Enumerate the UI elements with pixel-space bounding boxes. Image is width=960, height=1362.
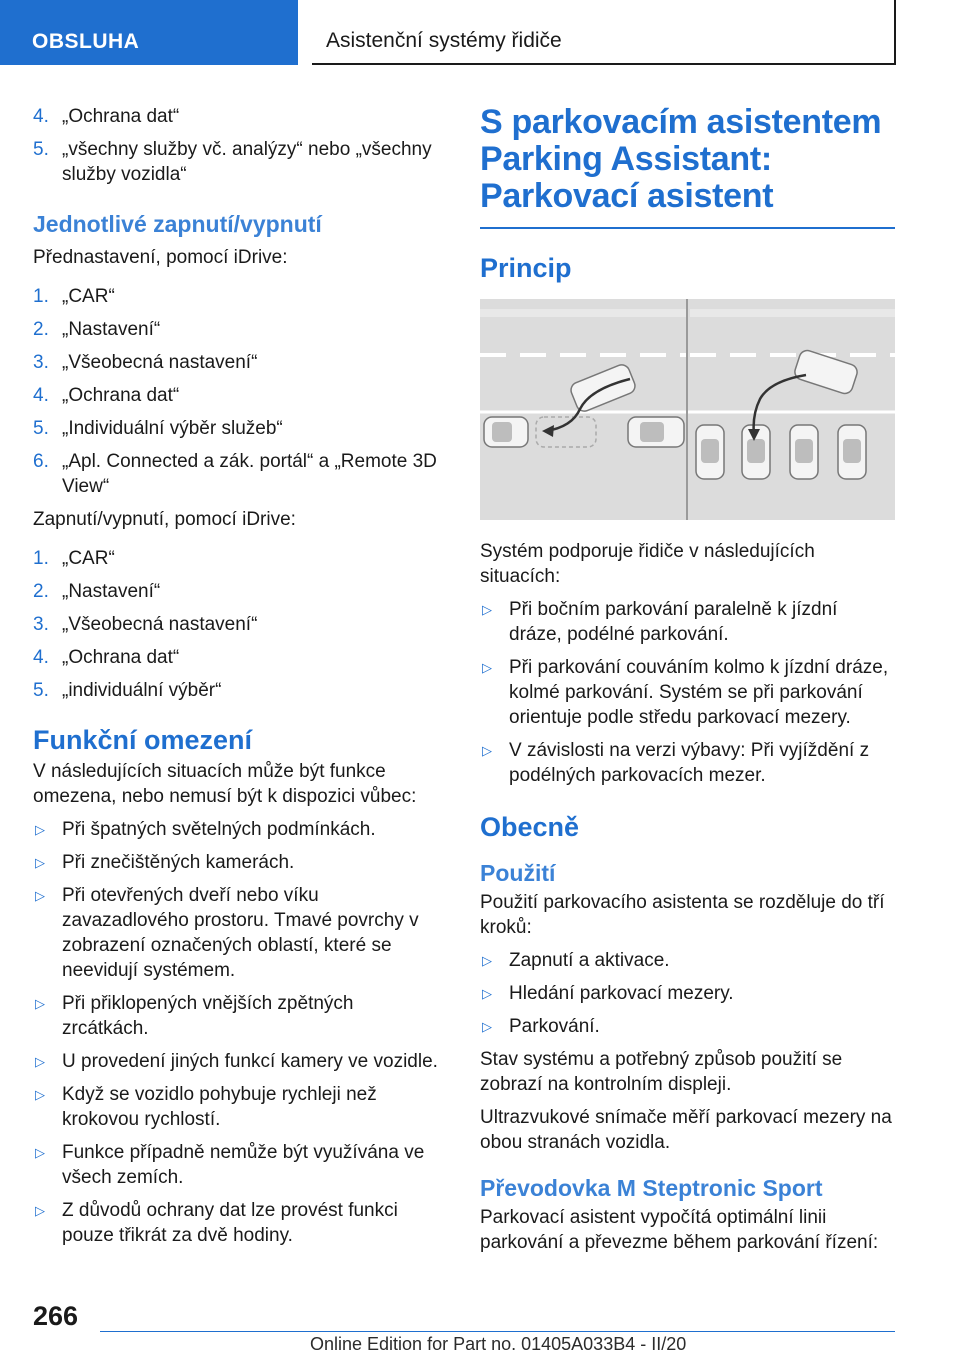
- list-text: „Nastavení“: [62, 581, 161, 602]
- list-item: [33, 350, 445, 375]
- list-text: „Individuální výběr služeb“: [62, 418, 283, 439]
- bullet-item: [33, 1198, 445, 1248]
- triangle-right-outline-icon: ▷: [482, 986, 492, 1001]
- limits-intro: V následujících situacích může být funkce omezena, nebo nemusí být k dispozici vůbec:: [33, 761, 417, 807]
- chapter-title: Asistenční systémy řidiče: [326, 29, 562, 52]
- list-item: [33, 416, 445, 441]
- bullet-text: Při znečištěných kamerách.: [62, 852, 295, 873]
- bullet-item: [33, 1082, 445, 1132]
- gearbox-heading: Převodovka M Steptronic Sport: [480, 1175, 823, 1201]
- bullet-item: [480, 981, 895, 1006]
- bullet-text: Při parkování couváním kolmo k jízdní dráze, kolmé parkování. Systém se při parkování orientuje podle středu parkovací mezery.: [509, 657, 889, 728]
- triangle-right-outline-icon: ▷: [35, 822, 45, 837]
- parked-car-icon: [696, 425, 724, 479]
- triangle-right-outline-icon: ▷: [35, 1203, 45, 1218]
- list-number: 5.: [33, 139, 49, 160]
- list-text: „Ochrana dat“: [62, 647, 180, 668]
- bullet-text: Při otevřených dveří nebo víku zavazadlového prostoru. Tmavé povrchy v zobrazení označených oblastí, které se neevidují systémem.: [62, 885, 419, 981]
- list-text: „Všeobecná nastavení“: [62, 614, 258, 635]
- list-item: [33, 104, 445, 129]
- triangle-right-outline-icon: ▷: [35, 1145, 45, 1160]
- list-number: 4.: [33, 106, 49, 127]
- parked-car-icon: [790, 425, 818, 479]
- usage-heading: Použití: [480, 860, 556, 886]
- list-item: [33, 579, 445, 604]
- triangle-right-outline-icon: ▷: [482, 743, 492, 758]
- list-number: 3.: [33, 614, 49, 635]
- status-paragraph: Stav systému a potřebný způsob použití se zobrazí na kontrolním displeji.: [480, 1049, 843, 1095]
- usage-intro: Použití parkovacího asistenta se rozděluje do tří kroků:: [480, 892, 885, 938]
- bullet-item: [33, 850, 445, 875]
- bullet-item: [480, 597, 895, 647]
- bullet-text: Z důvodů ochrany dat lze provést funkci pouze třikrát za dvě hodiny.: [62, 1200, 398, 1246]
- list-item: [33, 284, 445, 309]
- list-number: 1.: [33, 548, 49, 569]
- gearbox-paragraph: Parkovací asistent vypočítá optimální linii parkování a převezme během parkování řízení:: [480, 1207, 879, 1253]
- parked-car-icon: [484, 417, 528, 447]
- individual-intro-preset: Přednastavení, pomocí iDrive:: [33, 247, 288, 268]
- right-column: [480, 104, 895, 1263]
- triangle-right-outline-icon: ▷: [482, 1019, 492, 1034]
- bullet-item: [33, 991, 445, 1041]
- triangle-right-outline-icon: ▷: [482, 660, 492, 675]
- chapter-header: [312, 0, 896, 65]
- list-item: [33, 383, 445, 408]
- list-item: [33, 678, 445, 703]
- triangle-right-outline-icon: ▷: [482, 602, 492, 617]
- list-item: [33, 137, 445, 187]
- privacy-steps-list: [33, 104, 445, 187]
- principle-list: [480, 597, 895, 788]
- list-number: 3.: [33, 352, 49, 373]
- triangle-right-outline-icon: ▷: [35, 996, 45, 1011]
- triangle-right-outline-icon: ▷: [35, 888, 45, 903]
- triangle-right-outline-icon: ▷: [35, 1054, 45, 1069]
- principle-heading: Princip: [480, 253, 572, 283]
- bullet-text: Hledání parkovací mezery.: [509, 983, 734, 1004]
- list-number: 5.: [33, 418, 49, 439]
- bullet-item: [480, 655, 895, 730]
- list-item: [33, 546, 445, 571]
- footer-rule: [100, 1331, 895, 1332]
- edition-footer: Online Edition for Part no. 01405A033B4 - II/20: [310, 1334, 687, 1354]
- individual-intro-toggle: Zapnutí/vypnutí, pomocí iDrive:: [33, 509, 296, 530]
- list-text: „Apl. Connected a zák. portál“ a „Remote 3D View“: [62, 451, 437, 497]
- list-number: 4.: [33, 385, 49, 406]
- list-number: 6.: [33, 451, 49, 472]
- individual-heading: Jednotlivé zapnutí/vypnutí: [33, 211, 322, 237]
- bullet-text: V závislosti na verzi výbavy: Při vyjíždění z podélných parkovacích mezer.: [509, 740, 870, 786]
- list-number: 2.: [33, 319, 49, 340]
- toggle-steps-list: [33, 546, 445, 703]
- section-tab: [0, 0, 298, 65]
- bullet-text: Parkování.: [509, 1016, 600, 1037]
- bullet-item: [33, 817, 445, 842]
- bullet-text: Při bočním parkování paralelně k jízdní dráze, podélné parkování.: [509, 599, 838, 645]
- bullet-item: [480, 1014, 895, 1039]
- list-number: 1.: [33, 286, 49, 307]
- bullet-text: Když se vozidlo pohybuje rychleji než krokovou rychlostí.: [62, 1084, 377, 1130]
- list-text: „všechny služby vč. analýzy“ nebo „všechny služby vozidla“: [62, 139, 432, 185]
- bullet-text: Zapnutí a aktivace.: [509, 950, 670, 971]
- section-main-title: S parkovacím asistentem Parking Assistant: Parkovací asistent: [480, 103, 882, 215]
- parked-car-icon: [628, 417, 684, 447]
- preset-steps-list: [33, 284, 445, 499]
- bullet-item: [480, 738, 895, 788]
- sensors-paragraph: Ultrazvukové snímače měří parkovací mezery na obou stranách vozidla.: [480, 1107, 892, 1153]
- list-item: [33, 612, 445, 637]
- bullet-item: [33, 1140, 445, 1190]
- parked-car-icon: [838, 425, 866, 479]
- list-text: „individuální výběr“: [62, 680, 222, 701]
- triangle-right-outline-icon: ▷: [35, 855, 45, 870]
- parking-principle-illustration: [480, 299, 895, 520]
- usage-list: [480, 948, 895, 1039]
- list-item: [33, 317, 445, 342]
- bullet-item: [33, 883, 445, 983]
- bullet-item: [33, 1049, 445, 1074]
- list-number: 2.: [33, 581, 49, 602]
- bullet-text: U provedení jiných funkcí kamery ve vozidle.: [62, 1051, 438, 1072]
- list-text: „CAR“: [62, 548, 115, 569]
- list-text: „Ochrana dat“: [62, 106, 180, 127]
- section-title: OBSLUHA: [32, 30, 140, 53]
- list-text: „CAR“: [62, 286, 115, 307]
- limits-heading: Funkční omezení: [33, 725, 253, 755]
- triangle-right-outline-icon: ▷: [482, 953, 492, 968]
- principle-intro: Systém podporuje řidiče v následujících situacích:: [480, 541, 815, 587]
- limits-list: [33, 817, 445, 1248]
- list-text: „Všeobecná nastavení“: [62, 352, 258, 373]
- list-text: „Nastavení“: [62, 319, 161, 340]
- left-column: [33, 104, 445, 1256]
- list-text: „Ochrana dat“: [62, 385, 180, 406]
- triangle-right-outline-icon: ▷: [35, 1087, 45, 1102]
- bullet-text: Při špatných světelných podmínkách.: [62, 819, 376, 840]
- bullet-text: Funkce případně nemůže být využívána ve všech zemích.: [62, 1142, 425, 1188]
- list-item: [33, 449, 445, 499]
- list-number: 4.: [33, 647, 49, 668]
- list-item: [33, 645, 445, 670]
- list-number: 5.: [33, 680, 49, 701]
- title-rule: [480, 227, 895, 229]
- page-number: 266: [33, 1301, 79, 1331]
- bullet-text: Při přiklopených vnějších zpětných zrcátkách.: [62, 993, 354, 1039]
- bullet-item: [480, 948, 895, 973]
- general-heading: Obecně: [480, 812, 580, 842]
